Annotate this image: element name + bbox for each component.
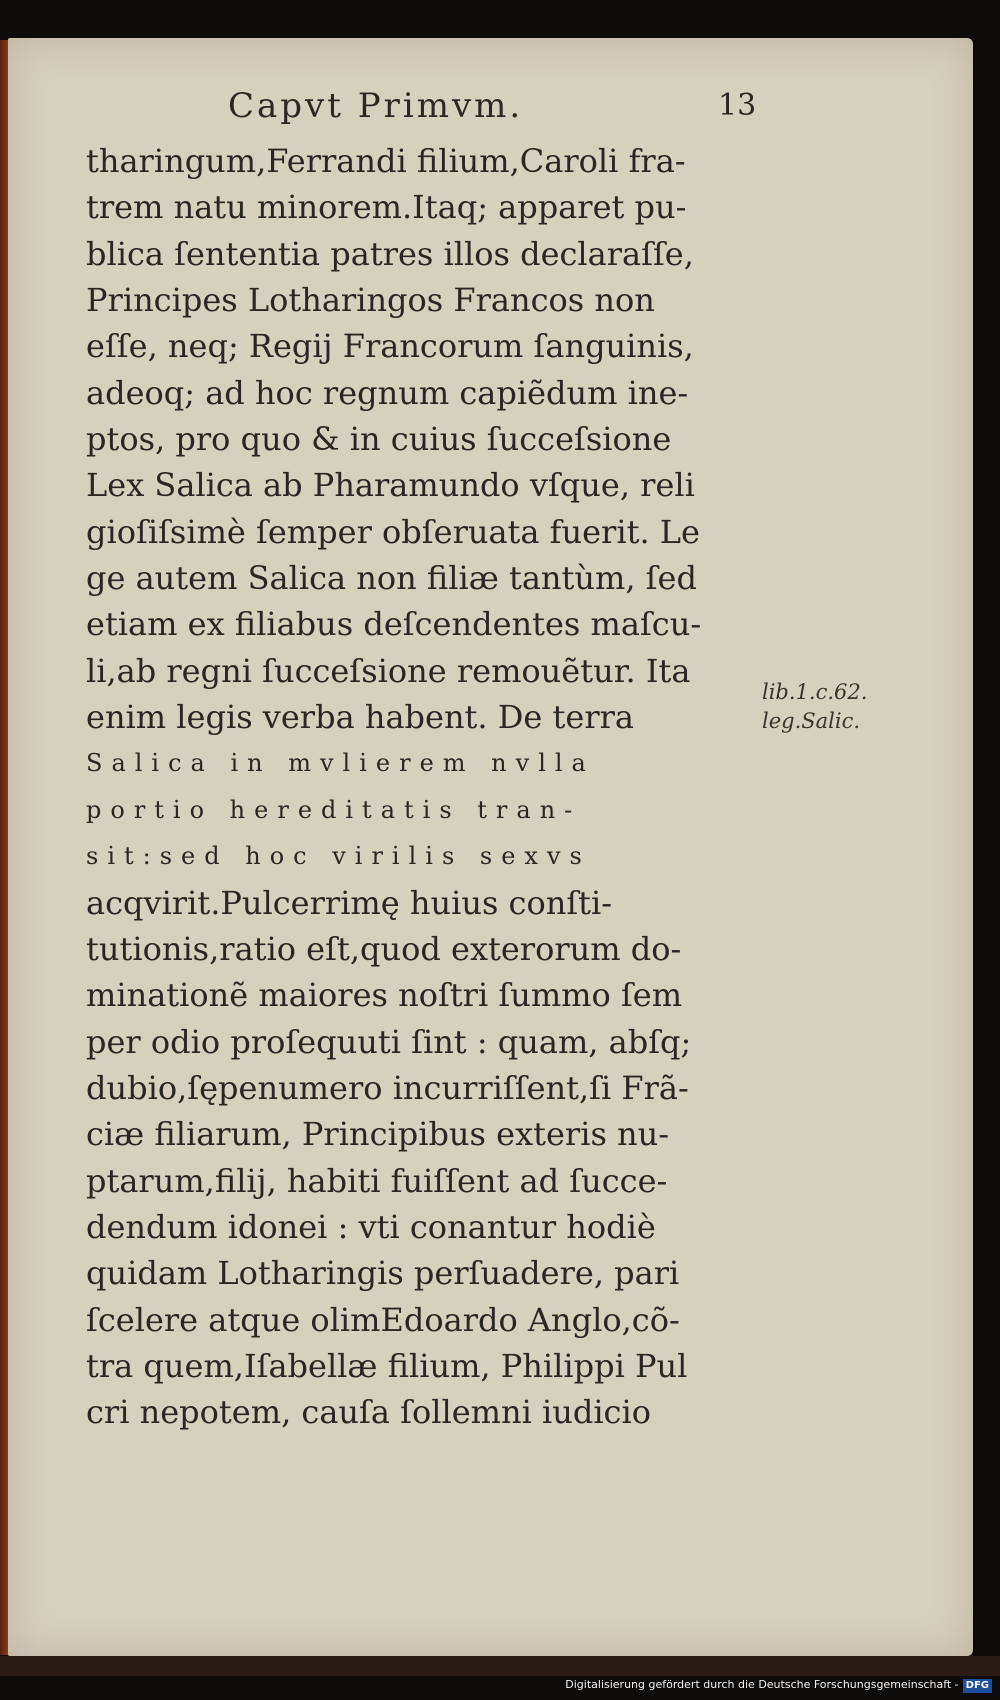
text-line-small-caps: Salica in mvlierem nvlla (86, 749, 595, 778)
text-line: Principes Lotharingos Francos non (86, 281, 655, 320)
text-line: per odio proſequuti ſint : quam, abſq; (86, 1022, 692, 1061)
text-line: adeoq; ad hoc regnum capiẽdum ine- (86, 373, 689, 412)
scan-bottom-band (0, 1656, 1000, 1676)
marginal-note (762, 678, 867, 736)
running-header: Capvt Primvm. (228, 86, 524, 126)
dfg-logo: DFG (963, 1679, 992, 1693)
text-line: blica ſententia patres illos declaraſſe, (86, 234, 694, 273)
marginal-note-line: lib.1.c.62. (762, 680, 868, 704)
text-line: dubio,ſępenumero incurriſſent,ſi Frã- (86, 1068, 689, 1107)
text-line: cri nepotem, cauſa ſollemni iudicio (86, 1393, 651, 1432)
text-line: minationẽ maiores noſtri ſummo ſem (86, 976, 683, 1015)
text-line: quidam Lotharingis perſuadere, pari (86, 1254, 680, 1293)
digitization-credit (565, 1678, 992, 1693)
text-line: Lex Salica ab Pharamundo vſque, reli (86, 466, 695, 505)
text-line: ciæ filiarum, Principibus exteris nu- (86, 1115, 670, 1154)
credit-text: Digitalisierung gefördert durch die Deutsche Forschungsgemeinschaft - (565, 1678, 959, 1691)
text-line: tharingum,Ferrandi filium,Caroli fra- (86, 142, 686, 180)
text-line: acqvirit.Pulcerrimę huius conſti- (86, 883, 613, 922)
text-line: ptarum,filij, habiti fuiſſent ad ſucce- (86, 1161, 668, 1200)
text-line: etiam ex filiabus deſcendentes maſcu- (86, 605, 702, 644)
text-line: trem natu minorem.Itaq; apparet pu- (86, 188, 687, 227)
text-line: dendum idonei : vti conantur hodiè (86, 1207, 656, 1246)
marginal-note-line: leg.Salic. (762, 709, 861, 733)
text-line: enim legis verba habent. De terra (86, 698, 634, 737)
text-line-small-caps: sit:sed hoc virilis sexvs (86, 842, 591, 871)
body-text (86, 138, 776, 1436)
text-line: tutionis,ratio eſt,quod exterorum do- (86, 929, 682, 968)
text-line: li,ab regni ſucceſsione remouẽtur. Ita (86, 651, 691, 690)
text-line: ſcelere atque olimEdoardo Anglo,cõ- (86, 1300, 680, 1339)
text-line: eſſe, neq; Regij Francorum ſanguinis, (86, 327, 694, 366)
text-line-small-caps: portio hereditatis tran- (86, 795, 582, 824)
text-line: ptos, pro quo & in cuius ſucceſsione (86, 420, 672, 459)
text-line: ge autem Salica non filiæ tantùm, ſed (86, 559, 697, 598)
page-number: 13 (718, 88, 757, 123)
text-line: gioſiſsimè ſemper obſeruata fuerit. Le (86, 512, 700, 551)
text-line: tra quem,Iſabellæ filium, Philippi Pul (86, 1346, 688, 1385)
